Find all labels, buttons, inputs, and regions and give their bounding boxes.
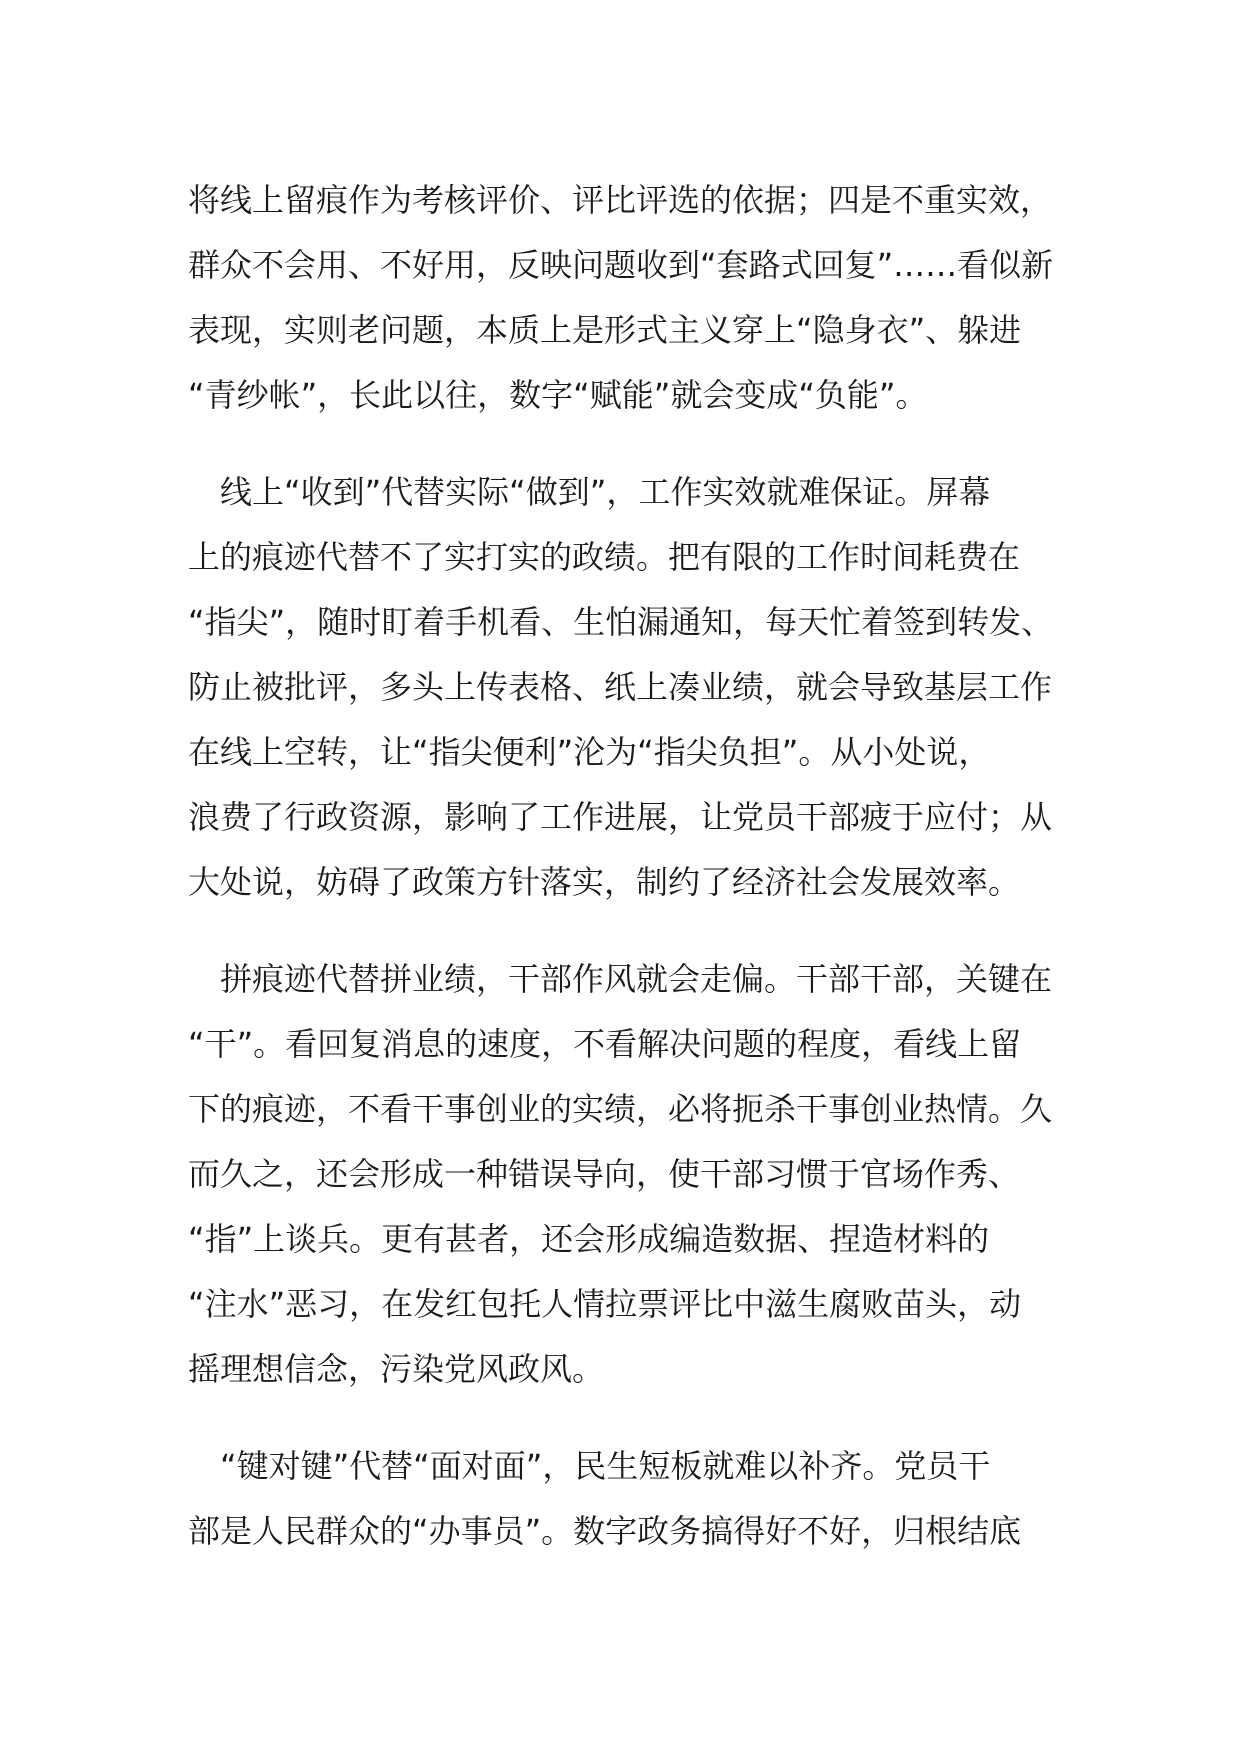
paragraph-3 bbox=[188, 947, 1068, 1402]
text-line: “指”上谈兵。更有甚者，还会形成编造数据、捏造材料的 bbox=[188, 1220, 990, 1258]
text-line: “青纱帐”，长此以往，数字“赋能”就会变成“负能”。 bbox=[188, 376, 928, 414]
text-line: 部是人民群众的“办事员”。数字政务搞得好不好，归根结底 bbox=[188, 1512, 1022, 1550]
document-body bbox=[188, 168, 1068, 1596]
paragraph-4 bbox=[188, 1434, 1068, 1564]
text-line: “注水”恶习，在发红包托人情拉票评比中滋生腐败苗头，动 bbox=[188, 1285, 1022, 1323]
text-line: 线上“收到”代替实际“做到”，工作实效就难保证。屏幕 bbox=[188, 473, 991, 511]
text-line: 大处说，妨碍了政策方针落实，制约了经济社会发展效率。 bbox=[188, 863, 1021, 901]
text-line: 表现，实则老问题，本质上是形式主义穿上“隐身衣”、躲进 bbox=[188, 311, 1022, 349]
text-line: 群众不会用、不好用，反映问题收到“套路式回复”……看似新 bbox=[188, 246, 1054, 284]
text-line: 下的痕迹，不看干事创业的实绩，必将扼杀干事创业热情。久 bbox=[188, 1090, 1053, 1128]
text-line: 拼痕迹代替拼业绩，干部作风就会走偏。干部干部，关键在 bbox=[188, 960, 1053, 998]
text-line: 浪费了行政资源，影响了工作进展，让党员干部疲于应付；从 bbox=[188, 798, 1053, 836]
text-line: “键对键”代替“面对面”，民生短板就难以补齐。党员干 bbox=[188, 1447, 991, 1485]
text-line: “指尖”，随时盯着手机看、生怕漏通知，每天忙着签到转发、 bbox=[188, 603, 1054, 641]
text-line: “干”。看回复消息的速度，不看解决问题的程度，看线上留 bbox=[188, 1025, 1022, 1063]
text-line: 上的痕迹代替不了实打实的政绩。把有限的工作时间耗费在 bbox=[188, 538, 1021, 576]
text-line: 防止被批评，多头上传表格、纸上凑业绩，就会导致基层工作 bbox=[188, 668, 1053, 706]
text-line: 摇理想信念，污染党风政风。 bbox=[188, 1350, 605, 1388]
paragraph-1 bbox=[188, 168, 1068, 428]
paragraph-2 bbox=[188, 460, 1068, 915]
text-line: 将线上留痕作为考核评价、评比评选的依据；四是不重实效， bbox=[188, 181, 1053, 219]
text-line: 在线上空转，让“指尖便利”沦为“指尖负担”。从小处说， bbox=[188, 733, 991, 771]
text-line: 而久之，还会形成一种错误导向，使干部习惯于官场作秀、 bbox=[188, 1155, 1021, 1193]
